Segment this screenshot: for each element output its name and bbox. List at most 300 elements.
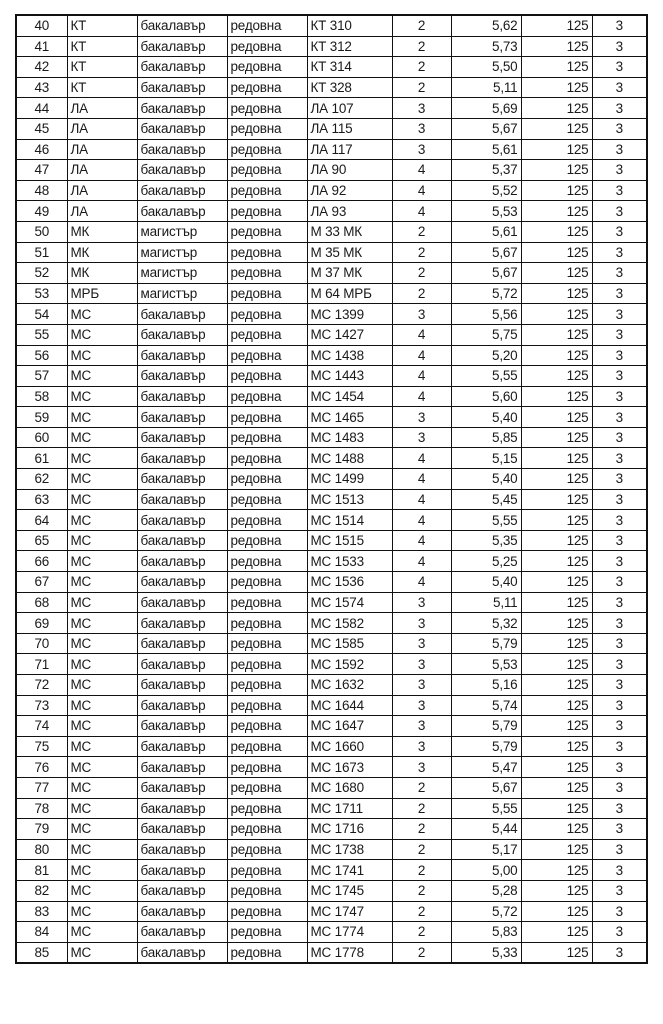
cell-row-number: 55 — [16, 324, 67, 345]
cell-row-number: 60 — [16, 427, 67, 448]
cell-course-year: 2 — [392, 839, 451, 860]
cell-months: 3 — [592, 572, 647, 593]
cell-amount: 125 — [521, 922, 592, 943]
cell-group-code: МС 1647 — [307, 716, 392, 737]
cell-course-year: 4 — [392, 469, 451, 490]
cell-amount: 125 — [521, 160, 592, 181]
table-row — [16, 201, 647, 222]
table-row — [16, 263, 647, 284]
cell-major-code: ЛА — [67, 118, 137, 139]
cell-amount: 125 — [521, 530, 592, 551]
cell-amount: 125 — [521, 839, 592, 860]
cell-degree: бакалавър — [137, 777, 227, 798]
cell-row-number: 48 — [16, 180, 67, 201]
cell-course-year: 3 — [392, 736, 451, 757]
cell-months: 3 — [592, 695, 647, 716]
cell-major-code: ЛА — [67, 201, 137, 222]
cell-row-number: 41 — [16, 36, 67, 57]
table-body — [16, 15, 647, 963]
cell-months: 3 — [592, 901, 647, 922]
cell-course-year: 2 — [392, 221, 451, 242]
cell-months: 3 — [592, 221, 647, 242]
table-row — [16, 901, 647, 922]
cell-major-code: МС — [67, 922, 137, 943]
cell-study-form: редовна — [227, 819, 307, 840]
cell-major-code: КТ — [67, 77, 137, 98]
cell-row-number: 63 — [16, 489, 67, 510]
cell-amount: 125 — [521, 407, 592, 428]
cell-study-form: редовна — [227, 736, 307, 757]
cell-degree: магистър — [137, 283, 227, 304]
cell-months: 3 — [592, 345, 647, 366]
cell-group-code: МС 1680 — [307, 777, 392, 798]
cell-months: 3 — [592, 77, 647, 98]
cell-row-number: 42 — [16, 57, 67, 78]
table-row — [16, 324, 647, 345]
cell-row-number: 81 — [16, 860, 67, 881]
cell-row-number: 58 — [16, 386, 67, 407]
cell-row-number: 68 — [16, 592, 67, 613]
cell-degree: магистър — [137, 263, 227, 284]
cell-course-year: 3 — [392, 633, 451, 654]
cell-amount: 125 — [521, 98, 592, 119]
cell-amount: 125 — [521, 366, 592, 387]
cell-row-number: 56 — [16, 345, 67, 366]
cell-amount: 125 — [521, 77, 592, 98]
cell-degree: бакалавър — [137, 304, 227, 325]
cell-grade-average: 5,67 — [451, 118, 521, 139]
cell-study-form: редовна — [227, 510, 307, 531]
cell-grade-average: 5,53 — [451, 201, 521, 222]
cell-grade-average: 5,79 — [451, 633, 521, 654]
cell-amount: 125 — [521, 489, 592, 510]
cell-row-number: 66 — [16, 551, 67, 572]
cell-months: 3 — [592, 736, 647, 757]
cell-amount: 125 — [521, 57, 592, 78]
table-row — [16, 572, 647, 593]
cell-group-code: МС 1582 — [307, 613, 392, 634]
cell-major-code: МС — [67, 757, 137, 778]
table-row — [16, 839, 647, 860]
table-row — [16, 407, 647, 428]
table-row — [16, 716, 647, 737]
cell-amount: 125 — [521, 695, 592, 716]
cell-study-form: редовна — [227, 839, 307, 860]
cell-study-form: редовна — [227, 572, 307, 593]
cell-months: 3 — [592, 716, 647, 737]
cell-degree: бакалавър — [137, 901, 227, 922]
cell-months: 3 — [592, 654, 647, 675]
cell-amount: 125 — [521, 36, 592, 57]
cell-degree: бакалавър — [137, 324, 227, 345]
cell-study-form: редовна — [227, 263, 307, 284]
cell-degree: бакалавър — [137, 386, 227, 407]
cell-grade-average: 5,79 — [451, 736, 521, 757]
cell-grade-average: 5,35 — [451, 530, 521, 551]
table-row — [16, 695, 647, 716]
cell-row-number: 80 — [16, 839, 67, 860]
cell-amount: 125 — [521, 860, 592, 881]
cell-grade-average: 5,67 — [451, 242, 521, 263]
cell-row-number: 76 — [16, 757, 67, 778]
cell-group-code: МС 1514 — [307, 510, 392, 531]
cell-amount: 125 — [521, 716, 592, 737]
cell-course-year: 4 — [392, 366, 451, 387]
cell-degree: бакалавър — [137, 613, 227, 634]
cell-major-code: МС — [67, 469, 137, 490]
cell-grade-average: 5,61 — [451, 139, 521, 160]
cell-course-year: 3 — [392, 675, 451, 696]
cell-degree: бакалавър — [137, 345, 227, 366]
cell-study-form: редовна — [227, 798, 307, 819]
cell-study-form: редовна — [227, 942, 307, 963]
cell-course-year: 4 — [392, 489, 451, 510]
cell-group-code: МС 1427 — [307, 324, 392, 345]
cell-months: 3 — [592, 386, 647, 407]
cell-months: 3 — [592, 922, 647, 943]
cell-course-year: 4 — [392, 345, 451, 366]
cell-major-code: МС — [67, 366, 137, 387]
cell-grade-average: 5,11 — [451, 592, 521, 613]
cell-amount: 125 — [521, 201, 592, 222]
cell-course-year: 2 — [392, 798, 451, 819]
cell-group-code: ЛА 92 — [307, 180, 392, 201]
cell-group-code: МС 1592 — [307, 654, 392, 675]
cell-amount: 125 — [521, 572, 592, 593]
cell-months: 3 — [592, 448, 647, 469]
cell-study-form: редовна — [227, 283, 307, 304]
cell-group-code: МС 1465 — [307, 407, 392, 428]
cell-degree: бакалавър — [137, 695, 227, 716]
cell-amount: 125 — [521, 15, 592, 36]
cell-group-code: МС 1644 — [307, 695, 392, 716]
cell-grade-average: 5,16 — [451, 675, 521, 696]
cell-study-form: редовна — [227, 489, 307, 510]
cell-row-number: 51 — [16, 242, 67, 263]
cell-degree: бакалавър — [137, 716, 227, 737]
cell-grade-average: 5,40 — [451, 572, 521, 593]
cell-course-year: 2 — [392, 942, 451, 963]
table-row — [16, 675, 647, 696]
cell-course-year: 2 — [392, 777, 451, 798]
cell-amount: 125 — [521, 736, 592, 757]
cell-row-number: 72 — [16, 675, 67, 696]
cell-grade-average: 5,73 — [451, 36, 521, 57]
table-row — [16, 221, 647, 242]
cell-major-code: МС — [67, 777, 137, 798]
cell-major-code: МС — [67, 489, 137, 510]
cell-course-year: 3 — [392, 654, 451, 675]
cell-amount: 125 — [521, 427, 592, 448]
table-row — [16, 613, 647, 634]
cell-group-code: МС 1711 — [307, 798, 392, 819]
cell-major-code: МС — [67, 386, 137, 407]
cell-grade-average: 5,74 — [451, 695, 521, 716]
cell-amount: 125 — [521, 942, 592, 963]
table-row — [16, 777, 647, 798]
cell-study-form: редовна — [227, 427, 307, 448]
cell-course-year: 2 — [392, 57, 451, 78]
cell-row-number: 85 — [16, 942, 67, 963]
table-row — [16, 345, 647, 366]
cell-months: 3 — [592, 757, 647, 778]
table-row — [16, 386, 647, 407]
cell-degree: бакалавър — [137, 880, 227, 901]
cell-study-form: редовна — [227, 324, 307, 345]
cell-months: 3 — [592, 160, 647, 181]
cell-group-code: ЛА 90 — [307, 160, 392, 181]
cell-major-code: МС — [67, 695, 137, 716]
cell-months: 3 — [592, 283, 647, 304]
cell-months: 3 — [592, 860, 647, 881]
cell-row-number: 67 — [16, 572, 67, 593]
data-table — [15, 14, 648, 964]
cell-grade-average: 5,28 — [451, 880, 521, 901]
cell-months: 3 — [592, 819, 647, 840]
cell-degree: бакалавър — [137, 15, 227, 36]
table-row — [16, 736, 647, 757]
cell-amount: 125 — [521, 819, 592, 840]
cell-major-code: МС — [67, 860, 137, 881]
cell-grade-average: 5,55 — [451, 798, 521, 819]
table-row — [16, 242, 647, 263]
cell-grade-average: 5,75 — [451, 324, 521, 345]
cell-amount: 125 — [521, 675, 592, 696]
cell-months: 3 — [592, 98, 647, 119]
cell-grade-average: 5,72 — [451, 283, 521, 304]
cell-grade-average: 5,85 — [451, 427, 521, 448]
cell-major-code: ЛА — [67, 180, 137, 201]
cell-grade-average: 5,56 — [451, 304, 521, 325]
cell-major-code: МС — [67, 901, 137, 922]
cell-months: 3 — [592, 15, 647, 36]
cell-study-form: редовна — [227, 592, 307, 613]
cell-study-form: редовна — [227, 221, 307, 242]
cell-major-code: МС — [67, 633, 137, 654]
cell-group-code: МС 1574 — [307, 592, 392, 613]
cell-major-code: МС — [67, 942, 137, 963]
cell-amount: 125 — [521, 901, 592, 922]
cell-degree: бакалавър — [137, 160, 227, 181]
cell-row-number: 62 — [16, 469, 67, 490]
cell-row-number: 50 — [16, 221, 67, 242]
cell-degree: бакалавър — [137, 407, 227, 428]
cell-group-code: МС 1488 — [307, 448, 392, 469]
cell-course-year: 3 — [392, 427, 451, 448]
cell-course-year: 2 — [392, 901, 451, 922]
cell-group-code: МС 1533 — [307, 551, 392, 572]
cell-major-code: МС — [67, 819, 137, 840]
table-row — [16, 510, 647, 531]
cell-months: 3 — [592, 366, 647, 387]
cell-group-code: КТ 328 — [307, 77, 392, 98]
table-row — [16, 139, 647, 160]
cell-row-number: 75 — [16, 736, 67, 757]
cell-degree: бакалавър — [137, 180, 227, 201]
cell-course-year: 4 — [392, 324, 451, 345]
cell-row-number: 70 — [16, 633, 67, 654]
table-row — [16, 592, 647, 613]
cell-group-code: МС 1585 — [307, 633, 392, 654]
cell-months: 3 — [592, 36, 647, 57]
cell-row-number: 45 — [16, 118, 67, 139]
cell-group-code: МС 1774 — [307, 922, 392, 943]
cell-course-year: 3 — [392, 716, 451, 737]
cell-course-year: 3 — [392, 304, 451, 325]
cell-months: 3 — [592, 613, 647, 634]
table-row — [16, 15, 647, 36]
cell-months: 3 — [592, 324, 647, 345]
cell-major-code: ЛА — [67, 98, 137, 119]
cell-major-code: МС — [67, 304, 137, 325]
cell-degree: бакалавър — [137, 36, 227, 57]
cell-major-code: МС — [67, 324, 137, 345]
cell-degree: бакалавър — [137, 98, 227, 119]
cell-degree: бакалавър — [137, 654, 227, 675]
cell-major-code: МС — [67, 675, 137, 696]
cell-amount: 125 — [521, 180, 592, 201]
cell-row-number: 57 — [16, 366, 67, 387]
cell-amount: 125 — [521, 654, 592, 675]
cell-study-form: редовна — [227, 57, 307, 78]
cell-row-number: 84 — [16, 922, 67, 943]
cell-group-code: КТ 314 — [307, 57, 392, 78]
cell-degree: бакалавър — [137, 139, 227, 160]
cell-months: 3 — [592, 118, 647, 139]
cell-amount: 125 — [521, 304, 592, 325]
cell-degree: бакалавър — [137, 633, 227, 654]
cell-group-code: МС 1513 — [307, 489, 392, 510]
cell-course-year: 2 — [392, 860, 451, 881]
cell-grade-average: 5,52 — [451, 180, 521, 201]
cell-row-number: 79 — [16, 819, 67, 840]
cell-major-code: МС — [67, 510, 137, 531]
cell-amount: 125 — [521, 777, 592, 798]
table-row — [16, 118, 647, 139]
cell-grade-average: 5,50 — [451, 57, 521, 78]
cell-course-year: 3 — [392, 613, 451, 634]
cell-course-year: 3 — [392, 695, 451, 716]
cell-group-code: ЛА 93 — [307, 201, 392, 222]
table-row — [16, 798, 647, 819]
cell-major-code: МК — [67, 221, 137, 242]
cell-study-form: редовна — [227, 901, 307, 922]
cell-group-code: МС 1778 — [307, 942, 392, 963]
cell-grade-average: 5,47 — [451, 757, 521, 778]
cell-degree: бакалавър — [137, 819, 227, 840]
cell-row-number: 43 — [16, 77, 67, 98]
cell-study-form: редовна — [227, 880, 307, 901]
cell-degree: бакалавър — [137, 736, 227, 757]
cell-amount: 125 — [521, 469, 592, 490]
cell-grade-average: 5,62 — [451, 15, 521, 36]
cell-major-code: МС — [67, 345, 137, 366]
table-row — [16, 551, 647, 572]
cell-group-code: МС 1454 — [307, 386, 392, 407]
cell-course-year: 2 — [392, 922, 451, 943]
cell-course-year: 3 — [392, 592, 451, 613]
cell-months: 3 — [592, 510, 647, 531]
cell-amount: 125 — [521, 139, 592, 160]
cell-amount: 125 — [521, 118, 592, 139]
cell-months: 3 — [592, 675, 647, 696]
table-row — [16, 654, 647, 675]
cell-course-year: 4 — [392, 160, 451, 181]
table-row — [16, 880, 647, 901]
cell-study-form: редовна — [227, 36, 307, 57]
cell-grade-average: 5,20 — [451, 345, 521, 366]
cell-course-year: 3 — [392, 757, 451, 778]
cell-group-code: МС 1483 — [307, 427, 392, 448]
cell-study-form: редовна — [227, 386, 307, 407]
table-row — [16, 469, 647, 490]
table-row — [16, 180, 647, 201]
cell-course-year: 2 — [392, 36, 451, 57]
cell-row-number: 74 — [16, 716, 67, 737]
cell-study-form: редовна — [227, 654, 307, 675]
cell-degree: бакалавър — [137, 551, 227, 572]
cell-row-number: 73 — [16, 695, 67, 716]
cell-grade-average: 5,11 — [451, 77, 521, 98]
cell-degree: бакалавър — [137, 922, 227, 943]
cell-degree: бакалавър — [137, 448, 227, 469]
cell-study-form: редовна — [227, 613, 307, 634]
table-row — [16, 283, 647, 304]
cell-major-code: МС — [67, 716, 137, 737]
cell-amount: 125 — [521, 242, 592, 263]
cell-degree: бакалавър — [137, 489, 227, 510]
table-row — [16, 366, 647, 387]
table-row — [16, 942, 647, 963]
table-row — [16, 448, 647, 469]
cell-course-year: 4 — [392, 448, 451, 469]
cell-months: 3 — [592, 530, 647, 551]
cell-course-year: 2 — [392, 283, 451, 304]
cell-study-form: редовна — [227, 98, 307, 119]
cell-grade-average: 5,40 — [451, 407, 521, 428]
cell-row-number: 47 — [16, 160, 67, 181]
cell-months: 3 — [592, 839, 647, 860]
cell-study-form: редовна — [227, 716, 307, 737]
cell-major-code: МС — [67, 798, 137, 819]
cell-study-form: редовна — [227, 15, 307, 36]
cell-course-year: 2 — [392, 819, 451, 840]
cell-row-number: 61 — [16, 448, 67, 469]
cell-major-code: ЛА — [67, 160, 137, 181]
cell-major-code: МС — [67, 572, 137, 593]
cell-months: 3 — [592, 180, 647, 201]
cell-course-year: 2 — [392, 880, 451, 901]
cell-grade-average: 5,83 — [451, 922, 521, 943]
table-row — [16, 530, 647, 551]
cell-course-year: 4 — [392, 386, 451, 407]
cell-grade-average: 5,25 — [451, 551, 521, 572]
cell-group-code: МС 1515 — [307, 530, 392, 551]
cell-group-code: МС 1632 — [307, 675, 392, 696]
cell-grade-average: 5,40 — [451, 469, 521, 490]
cell-major-code: КТ — [67, 57, 137, 78]
cell-row-number: 64 — [16, 510, 67, 531]
cell-major-code: МРБ — [67, 283, 137, 304]
cell-group-code: МС 1716 — [307, 819, 392, 840]
cell-grade-average: 5,72 — [451, 901, 521, 922]
cell-grade-average: 5,67 — [451, 263, 521, 284]
cell-major-code: КТ — [67, 15, 137, 36]
cell-study-form: редовна — [227, 777, 307, 798]
cell-degree: бакалавър — [137, 469, 227, 490]
cell-degree: бакалавър — [137, 530, 227, 551]
cell-amount: 125 — [521, 798, 592, 819]
